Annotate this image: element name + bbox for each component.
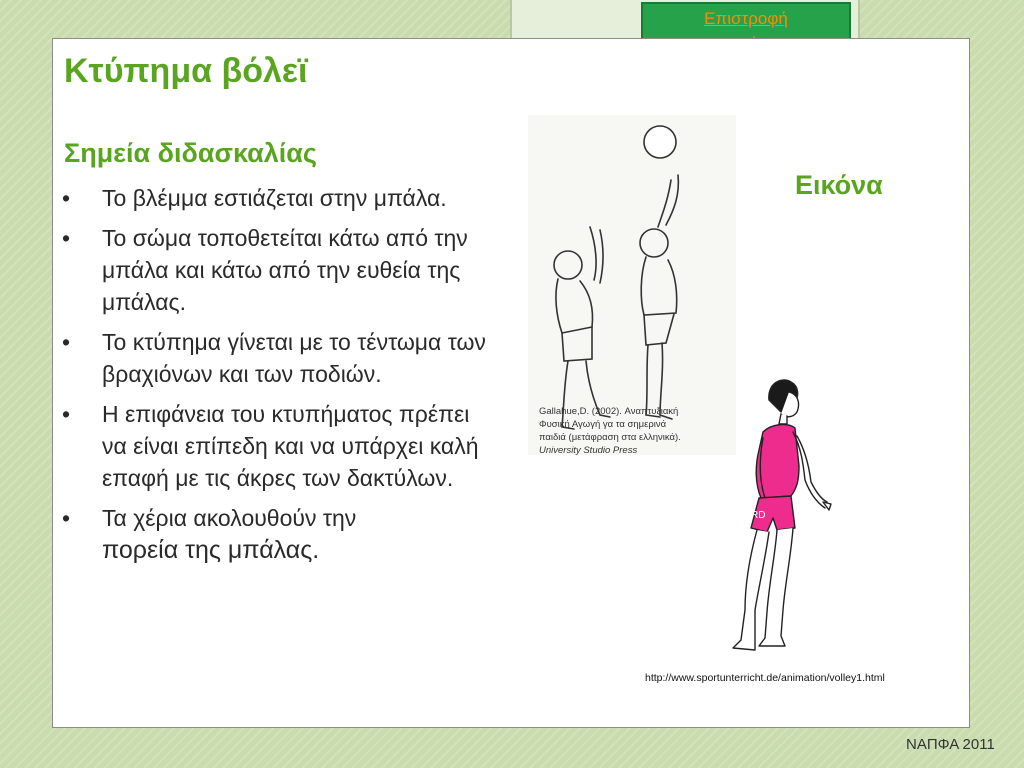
list-item <box>62 398 492 494</box>
player-animation-drawing <box>715 370 845 660</box>
list-item <box>62 182 492 214</box>
shirt-text: RD <box>751 510 766 521</box>
source-url-caption: http://www.sportunterricht.de/animation/volley1.html <box>645 672 885 684</box>
return-button-label-line1: Επιστροφή <box>704 9 788 28</box>
bullet-icon: • <box>62 505 71 531</box>
citation-publisher: University Studio Press <box>539 445 638 456</box>
list-item-text: Το κτύπημα γίνεται με το τέντωμα των βραχιόνων και των ποδιών. <box>102 329 486 387</box>
citation-line2: Φυσική Αγωγή γα τα σημερινά <box>539 419 667 430</box>
bullet-icon: • <box>62 329 71 355</box>
list-item <box>62 222 492 318</box>
list-item <box>62 326 492 390</box>
list-item-text: Η επιφάνεια του κτυπήματος πρέπει να είναι επίπεδη και να υπάρχει καλή επαφή με τις άκρες των δακτύλων. <box>102 401 479 491</box>
citation-line1: Gallahue,D. (2002). Αναπτυξιακή <box>539 406 679 417</box>
footer-text: ΝΑΠΦΑ 2011 <box>906 736 995 753</box>
volleyball-sketch-image <box>528 115 736 455</box>
list-item-text: Τα χέρια ακολουθούν την <box>102 505 357 531</box>
bullet-icon: • <box>62 401 71 427</box>
volleyball-sketch-drawing <box>528 115 736 455</box>
list-item <box>62 502 492 566</box>
list-item-text-tail: πορεία της μπάλας. <box>102 536 320 564</box>
book-citation-caption <box>539 405 729 457</box>
teaching-points-list <box>62 182 492 574</box>
list-item-text: Το σώμα τοποθετείται κάτω από την μπάλα και κάτω από την ευθεία της μπάλας. <box>102 225 468 315</box>
bullet-icon: • <box>62 185 71 211</box>
volleyball-animation-image <box>715 370 845 660</box>
citation-line3: παιδιά (μετάφραση στα ελληνικά). <box>539 432 681 443</box>
slide-title: Κτύπημα βόλεϊ <box>64 52 308 90</box>
section-subtitle: Σημεία διδασκαλίας <box>64 138 317 168</box>
figure-label: Εικόνα <box>795 170 883 200</box>
bullet-icon: • <box>62 225 71 251</box>
list-item-text: Το βλέμμα εστιάζεται στην μπάλα. <box>102 185 447 211</box>
